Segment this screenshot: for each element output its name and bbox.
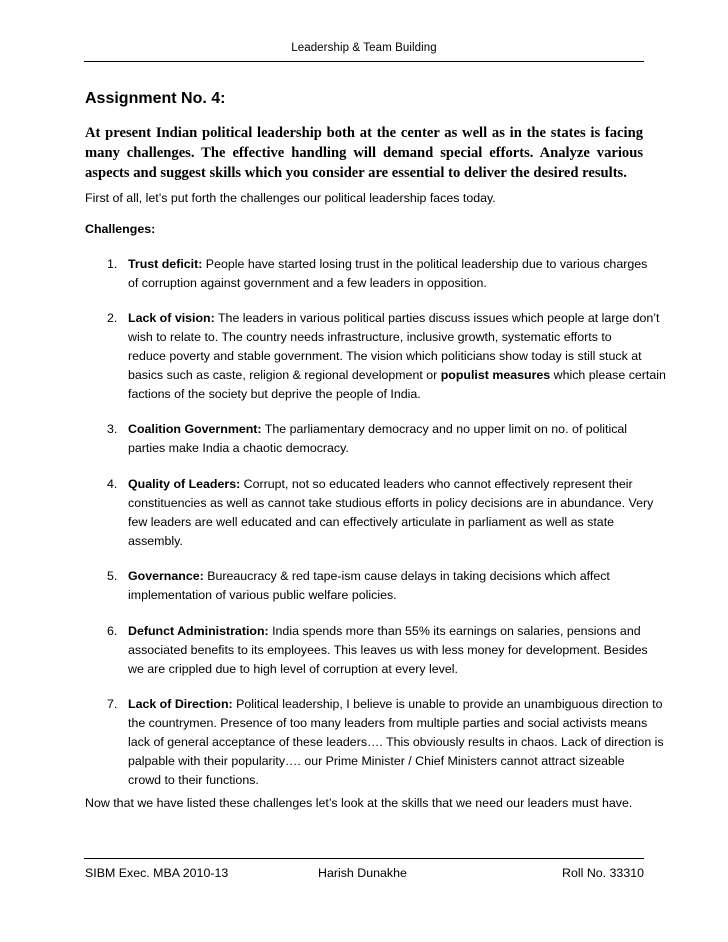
list-item-text: India spends more than 55% its earnings on salaries, pensions and: [268, 624, 641, 638]
list-item-text: assembly.: [128, 534, 183, 548]
list-item-text: lack of general acceptance of these leaders…. This obviously results in chaos. Lack of direction is: [128, 735, 664, 749]
list-item-text: Corrupt, not so educated leaders who cannot effectively represent their: [240, 477, 633, 491]
footer-program: SIBM Exec. MBA 2010-13: [85, 866, 229, 880]
list-item-number: 7.: [107, 697, 118, 711]
list-item-text: the countrymen. Presence of too many leaders from multiple parties and social activists means: [128, 716, 648, 730]
footer-author: Harish Dunakhe: [318, 866, 407, 880]
list-item-term: Coalition Government:: [128, 422, 262, 436]
list-item-number: 2.: [107, 311, 118, 325]
footer-roll-number: Roll No. 33310: [562, 866, 644, 880]
list-item-term: Quality of Leaders:: [128, 477, 241, 491]
list-item-text: associated benefits to its employees. This leaves us with less money for development. Besides: [128, 643, 648, 657]
list-item-text: palpable with their popularity…. our Prime Minister / Chief Ministers cannot attract sizeable: [128, 754, 625, 768]
page-header: Leadership & Team Building: [291, 42, 437, 54]
list-item-text: parties make India a chaotic democracy.: [128, 441, 349, 455]
list-item-number: 5.: [107, 569, 118, 583]
assignment-question: [85, 123, 643, 183]
list-item-text: People have started losing trust in the political leadership due to various charges: [202, 257, 648, 271]
header-divider: [84, 61, 644, 62]
list-item-term: Trust deficit:: [128, 257, 203, 271]
list-item-text: factions of the society but deprive the people of India.: [128, 387, 421, 401]
list-item-text: reduce poverty and stable government. The vision which politicians show today is still stuck at: [128, 349, 642, 363]
list-item-number: 1.: [107, 257, 118, 271]
list-item-term: Lack of Direction:: [128, 697, 233, 711]
list-item-text: crowd to their functions.: [128, 773, 259, 787]
question-line: At present Indian political leadership both at the center as well as in the states is facing: [85, 125, 643, 141]
list-item-text: implementation of various public welfare policies.: [128, 588, 397, 602]
list-item-text: The leaders in various political parties discuss issues which people at large don’t: [214, 311, 660, 325]
list-item-text: which please certain: [550, 368, 666, 382]
list-item-text: basics such as caste, religion & regional development or: [128, 368, 441, 382]
list-item-emphasis: populist measures: [440, 368, 551, 382]
list-item-term: Defunct Administration:: [128, 624, 269, 638]
question-line: many challenges. The effective handling will demand special efforts. Analyze various: [85, 145, 643, 161]
list-item-term: Governance:: [128, 569, 204, 583]
list-item-term: Lack of vision:: [128, 311, 215, 325]
list-item-text: of corruption against government and a few leaders in opposition.: [128, 276, 487, 290]
list-item-text: wish to relate to. The country needs infrastructure, inclusive growth, systematic efforts to: [128, 330, 612, 344]
closing-paragraph: Now that we have listed these challenges let’s look at the skills that we need our leaders must have.: [85, 796, 633, 810]
assignment-title: Assignment No. 4:: [85, 90, 226, 107]
list-item-text: we are crippled due to high level of corruption at every level.: [128, 662, 458, 676]
list-item-number: 3.: [107, 422, 118, 436]
list-item-text: constituencies as well as cannot take studious efforts in policy decisions are in abundance. Very: [128, 496, 654, 510]
list-item-number: 4.: [107, 477, 118, 491]
footer-divider: [84, 858, 644, 859]
list-item-text: Political leadership, I believe is unable to provide an unambiguous direction to: [232, 697, 663, 711]
list-item-text: few leaders are well educated and can effectively articulate in parliament as well as state: [128, 515, 615, 529]
challenges-heading: Challenges:: [85, 222, 156, 236]
intro-paragraph: First of all, let’s put forth the challenges our political leadership faces today.: [85, 191, 496, 205]
list-item-text: Bureaucracy & red tape-ism cause delays in taking decisions which affect: [203, 569, 610, 583]
list-item-text: The parliamentary democracy and no upper limit on no. of political: [261, 422, 628, 436]
question-line: aspects and suggest skills which you consider are essential to deliver the desired results.: [85, 165, 627, 181]
list-item-number: 6.: [107, 624, 118, 638]
